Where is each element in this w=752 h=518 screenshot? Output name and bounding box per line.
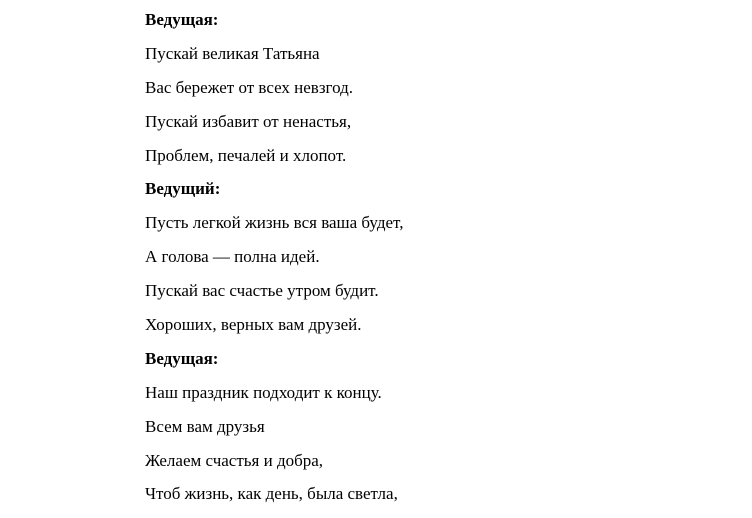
verse-line: Желаем счастья и добра, — [145, 450, 324, 470]
verse-line: Пускай великая Татьяна — [145, 43, 320, 63]
verse-line: Пусть легкой жизнь вся ваша будет, — [145, 213, 404, 233]
verse-line: Проблем, печалей и хлопот. — [145, 145, 347, 165]
verse-line: Чтоб жизнь, как день, была светла, — [145, 484, 398, 504]
document-body — [145, 10, 745, 518]
verse-line: Вас бережет от всех невзгод. — [145, 77, 353, 97]
verse-line: А голова — полна идей. — [145, 247, 320, 267]
verse-line: Хороших, верных вам друзей. — [145, 315, 362, 335]
verse-line: Всем вам друзья — [145, 416, 265, 436]
speaker-label: Ведущая: — [145, 348, 219, 368]
speaker-label: Ведущий: — [145, 179, 221, 199]
verse-line: Пускай избавит от ненастья, — [145, 111, 352, 131]
speaker-label: Ведущая: — [145, 10, 219, 29]
verse-line: Пускай вас счастье утром будит. — [145, 281, 379, 301]
verse-line: Наш праздник подходит к концу. — [145, 382, 382, 402]
